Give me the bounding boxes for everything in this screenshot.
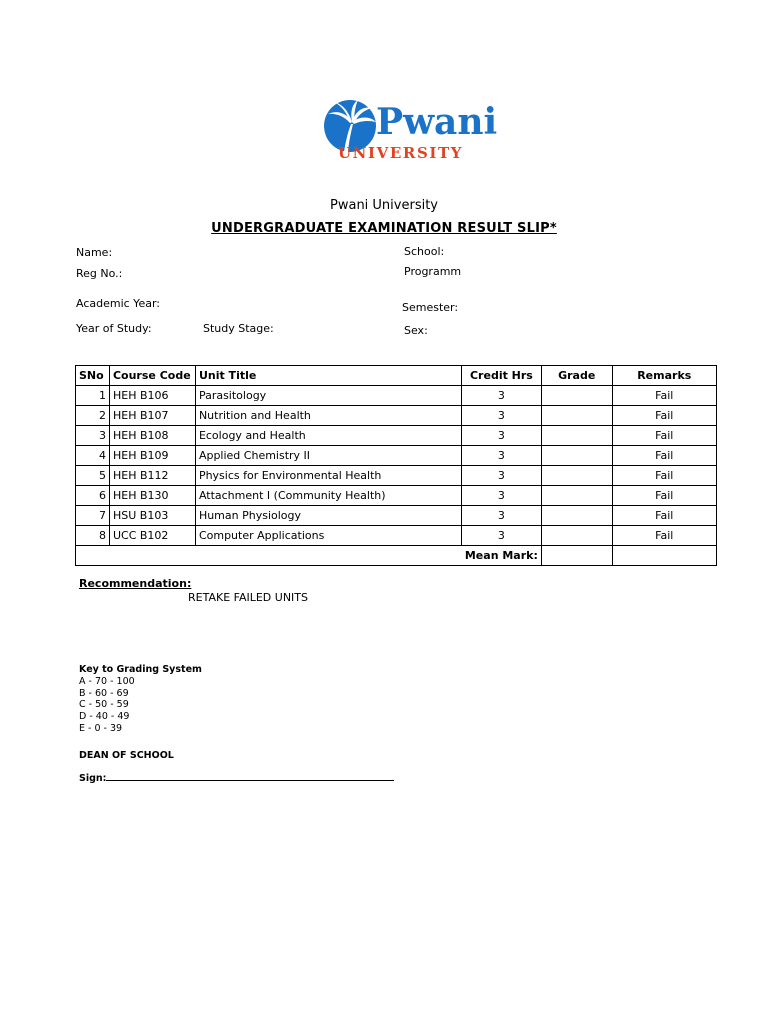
- cell-sno: 2: [76, 406, 110, 426]
- cell-course-code: HEH B130: [109, 486, 195, 506]
- cell-remarks: Fail: [612, 506, 716, 526]
- cell-remarks: Fail: [612, 486, 716, 506]
- cell-remarks: Fail: [612, 426, 716, 446]
- school-label: School:: [404, 245, 445, 258]
- table-row: [76, 426, 717, 446]
- cell-credit-hrs: 3: [462, 506, 542, 526]
- cell-credit-hrs: 3: [462, 386, 542, 406]
- sign-label: Sign:: [79, 773, 107, 784]
- cell-sno: 5: [76, 466, 110, 486]
- cell-course-code: HEH B112: [109, 466, 195, 486]
- header-unit-title: Unit Title: [195, 366, 461, 386]
- cell-grade: [541, 386, 612, 406]
- page-title: UNDERGRADUATE EXAMINATION RESULT SLIP*: [211, 221, 557, 236]
- cell-unit-title: Applied Chemistry II: [195, 446, 461, 466]
- cell-grade: [541, 506, 612, 526]
- cell-credit-hrs: 3: [462, 406, 542, 426]
- year-of-study-label: Year of Study:: [76, 322, 152, 335]
- cell-sno: 1: [76, 386, 110, 406]
- cell-remarks: Fail: [612, 406, 716, 426]
- grading-key-item: A - 70 - 100: [79, 676, 135, 687]
- table-row: [76, 506, 717, 526]
- grading-key-title: Key to Grading System: [79, 664, 202, 675]
- cell-unit-title: Parasitology: [195, 386, 461, 406]
- cell-credit-hrs: 3: [462, 446, 542, 466]
- mean-mark-value: [541, 546, 612, 566]
- study-stage-label: Study Stage:: [203, 322, 274, 335]
- cell-course-code: HEH B106: [109, 386, 195, 406]
- semester-label: Semester:: [402, 301, 459, 314]
- table-header-row: [76, 366, 717, 386]
- table-row: [76, 446, 717, 466]
- recommendation-label: Recommendation:: [79, 577, 192, 590]
- logo-subtext: UNIVERSITY: [338, 144, 464, 162]
- cell-grade: [541, 526, 612, 546]
- cell-course-code: HEH B107: [109, 406, 195, 426]
- table-row: [76, 466, 717, 486]
- table-row: [76, 526, 717, 546]
- sex-label: Sex:: [404, 324, 428, 337]
- table-row: [76, 486, 717, 506]
- signature-blank: [106, 770, 394, 781]
- cell-course-code: UCC B102: [109, 526, 195, 546]
- header-credit-hrs: Credit Hrs: [462, 366, 542, 386]
- name-label: Name:: [76, 246, 113, 259]
- cell-grade: [541, 406, 612, 426]
- cell-remarks: Fail: [612, 466, 716, 486]
- cell-grade: [541, 446, 612, 466]
- cell-grade: [541, 486, 612, 506]
- grading-key-list: [79, 676, 135, 735]
- programme-label: Programm: [404, 265, 462, 278]
- cell-course-code: HEH B108: [109, 426, 195, 446]
- cell-remarks: Fail: [612, 386, 716, 406]
- signature-line: [79, 770, 394, 784]
- reg-no-label: Reg No.:: [76, 267, 123, 280]
- mean-mark-label: Mean Mark:: [76, 546, 542, 566]
- cell-credit-hrs: 3: [462, 526, 542, 546]
- cell-sno: 7: [76, 506, 110, 526]
- cell-unit-title: Ecology and Health: [195, 426, 461, 446]
- cell-grade: [541, 426, 612, 446]
- cell-course-code: HEH B109: [109, 446, 195, 466]
- cell-unit-title: Computer Applications: [195, 526, 461, 546]
- cell-sno: 3: [76, 426, 110, 446]
- cell-sno: 6: [76, 486, 110, 506]
- grading-key-item: B - 60 - 69: [79, 687, 129, 699]
- header-grade: Grade: [541, 366, 612, 386]
- cell-remarks: Fail: [612, 446, 716, 466]
- institution-name: Pwani University: [330, 198, 438, 213]
- logo-wordmark: Pwani: [376, 101, 498, 143]
- header-course-code: Course Code: [109, 366, 195, 386]
- recommendation-text: RETAKE FAILED UNITS: [188, 591, 309, 604]
- header-sno: SNo: [76, 366, 110, 386]
- cell-course-code: HSU B103: [109, 506, 195, 526]
- grading-key-item: C - 50 - 59: [79, 699, 129, 711]
- cell-unit-title: Physics for Environmental Health: [195, 466, 461, 486]
- academic-year-label: Academic Year:: [76, 297, 160, 310]
- dean-of-school-label: DEAN OF SCHOOL: [79, 750, 174, 761]
- cell-credit-hrs: 3: [462, 486, 542, 506]
- grading-key-item: E - 0 - 39: [79, 722, 123, 734]
- table-row: [76, 406, 717, 426]
- results-table: [75, 365, 717, 566]
- cell-credit-hrs: 3: [462, 466, 542, 486]
- cell-grade: [541, 466, 612, 486]
- table-row: [76, 386, 717, 406]
- cell-remarks: Fail: [612, 526, 716, 546]
- cell-unit-title: Nutrition and Health: [195, 406, 461, 426]
- cell-credit-hrs: 3: [462, 426, 542, 446]
- header-remarks: Remarks: [612, 366, 716, 386]
- mean-mark-remarks: [612, 546, 716, 566]
- cell-unit-title: Human Physiology: [195, 506, 461, 526]
- cell-sno: 4: [76, 446, 110, 466]
- mean-mark-row: [76, 546, 717, 566]
- cell-sno: 8: [76, 526, 110, 546]
- pwani-university-logo: [320, 96, 498, 162]
- grading-key-item: D - 40 - 49: [79, 711, 130, 723]
- cell-unit-title: Attachment I (Community Health): [195, 486, 461, 506]
